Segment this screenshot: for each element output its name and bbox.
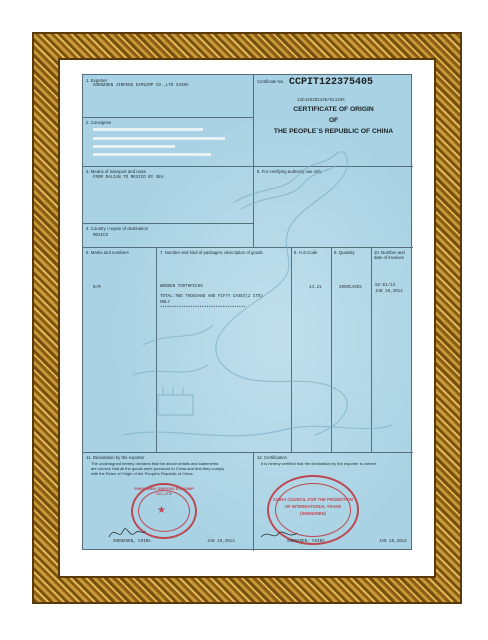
declaration-label: 11. Declaration by the exporter [86, 455, 145, 460]
quantity-label: 9. Quantity [334, 250, 355, 255]
certificate-number: CCPIT122375405 [289, 77, 374, 88]
invoice-label: 10. Number and date of invoices [374, 250, 405, 260]
declaration-text-1: The undersigned hereby declares that the above details and statements [91, 461, 219, 466]
goods-description: WOODEN TOOTHPICKS [160, 285, 203, 289]
ccpit-seal-text-2: OF INTERNATIONAL TRADE [284, 504, 342, 509]
serial-number: 13C4403D2438/01129X [297, 99, 345, 103]
title-line-1: CERTIFICATE OF ORIGIN [293, 106, 374, 113]
great-wall-watermark [83, 75, 413, 551]
goods-only: ONLY [160, 301, 171, 305]
exporter-label: 1. Exporter [86, 78, 108, 83]
transport-label: 3. Means of transport and route [86, 169, 146, 174]
invoice-date: JAN 10,2013 [375, 290, 403, 294]
certification-place: SHENZHEN, CHINA [287, 540, 325, 544]
exporter-seal-text: SHENZHEN JINPENG EXP&IMP CO.,LTD [134, 486, 194, 496]
certification-label: 12. Certification [257, 455, 287, 460]
transport-value: FROM DALIAN TO MEXICO BY SEA [93, 176, 164, 180]
declaration-place: SHENZHEN, CHINA [113, 540, 151, 544]
marks-value: N/M [93, 286, 101, 290]
certificate-document [82, 74, 412, 550]
marks-label: 6. Marks and numbers [86, 250, 129, 255]
declaration-text-2: are correct; that all the goods were produced in China and that they comply [91, 466, 225, 471]
declaration-date: JAN 10,2013 [207, 540, 235, 544]
country-label: 4. Country / region of destination [86, 226, 149, 231]
declaration-text-3: with the Rules of Origin of the People's Republic of China. [91, 471, 194, 476]
quantity-value: 2050CASES [339, 286, 362, 290]
goods-stars: ************************************* [160, 307, 246, 311]
certificate-no-label: Certificate No. [257, 79, 285, 84]
certification-text: It is hereby certified that the declaration by the exporter is correct. [261, 461, 378, 466]
ccpit-seal-text-1: CHINA COUNCIL FOR THE PROMOTION [273, 497, 353, 502]
ccpit-seal-text-3: (SHENZHEN) [300, 511, 326, 516]
hs-code-label: 8. H.S.Code [294, 250, 318, 255]
certifying-authority-label: 5. For certifying authority use only [257, 169, 322, 174]
certification-date: JAN 10,2013 [379, 540, 407, 544]
exporter-value: SHENZHEN JINPENG EXP&IMP CO.,LTD CHINA [93, 84, 189, 88]
seal-star-icon: ★ [157, 505, 166, 516]
country-value: MEXICO [93, 234, 109, 238]
goods-total: TOTAL:TWO THOUSAND AND FIFTY CASES(2 CTN) [160, 295, 264, 299]
description-label: 7. Number and kind of packages; description of goods [160, 250, 263, 255]
hs-code-value: 44.21 [309, 286, 322, 290]
title-line-3: THE PEOPLE`S REPUBLIC OF CHINA [273, 128, 394, 135]
title-line-2: OF [328, 117, 339, 124]
consignee-label: 2. Consignee [86, 120, 112, 125]
invoice-number: SZ-01/13 [375, 284, 396, 288]
